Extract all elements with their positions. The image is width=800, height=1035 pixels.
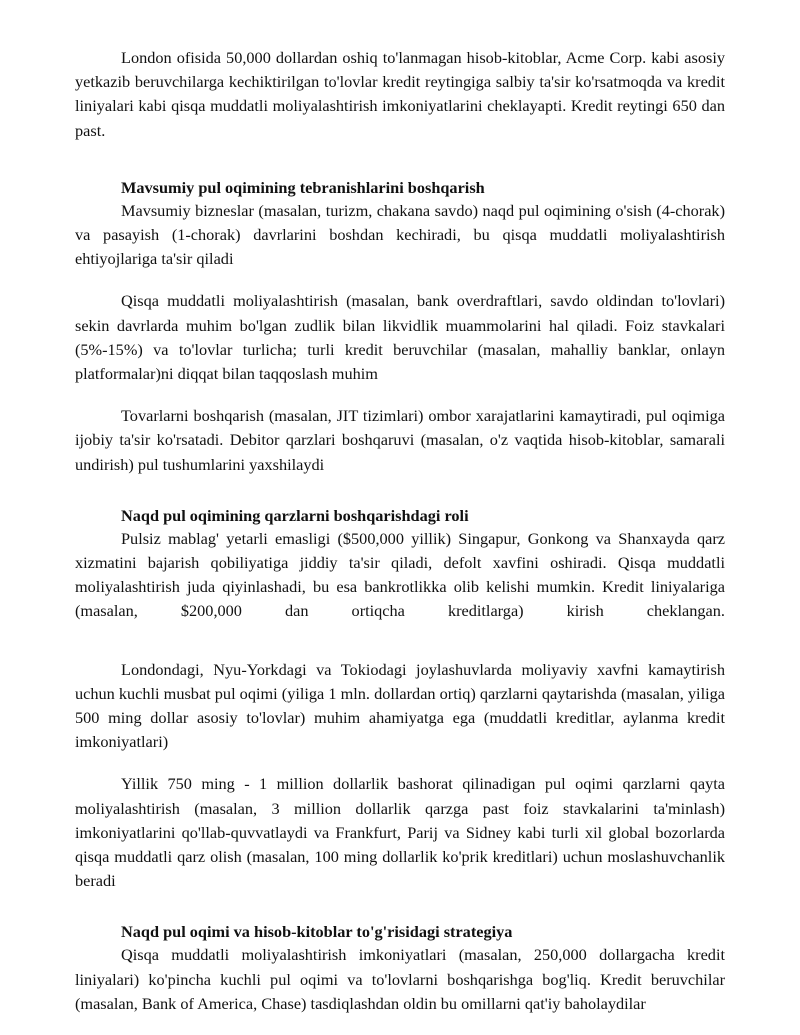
paragraph-credit-lines: Qisqa muddatli moliyalashtirish imkoniyatlari (masalan, 250,000 dollargacha kredit liniyalari) ko'pincha kuchli pul oqimi va to'lovlarni boshqarishga bog'liq. Kredit beruvchilar (masalan, Bank of America, Chase) tasdiqlashdan oldin bu omillarni qat'iy baholaydilar bbox=[75, 945, 725, 1013]
paragraph-predictable-cash-flow: Yillik 750 ming - 1 million dollarlik bashorat qilinadigan pul oqimi qarzlarni qayta moliyalashtirish (masalan, 3 million dollarlik qarzga past foiz stavkalarini ta'minlash) imkoniyatlarini qo'llab-quvvatlaydi va Frankfurt, Parij va Sidney kabi turli xil global bozorlarda qisqa muddatli qarz olish (masalan, 100 ming dollarlik ko'prik kreditlari) uchun moslashuvchanlik beradi bbox=[75, 774, 725, 891]
paragraph-inventory-management: Tovarlarni boshqarish (masalan, JIT tizimlari) ombor xarajatlarini kamaytiradi, pul oqimiga ijobiy ta'sir ko'rsatadi. Debitor qarzlari boshqaruvi (masalan, o'z vaqtida hisob-kitoblar, samarali undirish) pul tushumlarini yaxshilaydi bbox=[75, 406, 725, 474]
heading-cash-flow-strategy: Naqd pul oqimi va hisob-kitoblar to'g'risidagi strategiya bbox=[121, 922, 513, 942]
heading-seasonal-cash-flow: Mavsumiy pul oqimining tebranishlarini boshqarish bbox=[121, 177, 485, 197]
document-page bbox=[75, 46, 725, 1016]
heading-cash-flow-debt-role: Naqd pul oqimining qarzlarni boshqarishdagi roli bbox=[121, 505, 469, 525]
paragraph-seasonal-businesses: Mavsumiy bizneslar (masalan, turizm, chakana savdo) naqd pul oqimining o'sish (4-chorak) va pasayish (1-chorak) davrlarini boshdan kechiradi, bu qisqa muddatli moliyalashtirish ehtiyojlariga ta'sir qiladi bbox=[75, 200, 725, 269]
paragraph-positive-cash-flow: Londondagi, Nyu-Yorkdagi va Tokiodagi joylashuvlarda moliyaviy xavfni kamaytirish uchun kuchli musbat pul oqimi (yiliga 1 mln. dollardan ortiq) qarzlarni qaytarishda (masalan, yiliga 500 ming dollar asosiy to'lovlar) muhim ahamiyatga ega (muddatli kreditlar, aylanma kredit imkoniyatlari) bbox=[75, 659, 725, 752]
paragraph-london-receivables: London ofisida 50,000 dollardan oshiq to'lanmagan hisob-kitoblar, Acme Corp. kabi asosiy yetkazib beruvchilarga kechiktirilgan to'lovlar kredit reytingiga salbiy ta'sir ko'rsatmoqda va kredit liniyalari kabi qisqa muddatli moliyalashtirish imkoniyatlarini cheklayapti. Kredit reytingi 650 dan past. bbox=[75, 48, 725, 140]
paragraph-short-term-financing: Qisqa muddatli moliyalashtirish (masalan, bank overdraftlari, savdo oldindan to'lovlari) sekin davrlarda muhim bo'lgan zudlik bilan likvidlik muammolarini hal qiladi. Foiz stavkalari (5%-15%) va to'lovlar turlicha; turli kredit beruvchilar (masalan, mahalliy banklar, onlayn platformalar)ni diqqat bilan taqqoslash muhim bbox=[75, 291, 725, 384]
paragraph-insufficient-cash: Pulsiz mablag' yetarli emasligi ($500,000 yillik) Singapur, Gonkong va Shanxayda qarz xizmatini bajarish qobiliyatiga jiddiy ta'sir qiladi, defolt xavfini oshiradi. Qisqa muddatli moliyalashtirish juda qiyinlashadi, bu esa bankrotlikka olib kelishi mumkin. Kredit liniyalariga (masalan, $200,000 dan ortiqcha kreditlarga) kirish cheklangan. bbox=[75, 528, 725, 621]
